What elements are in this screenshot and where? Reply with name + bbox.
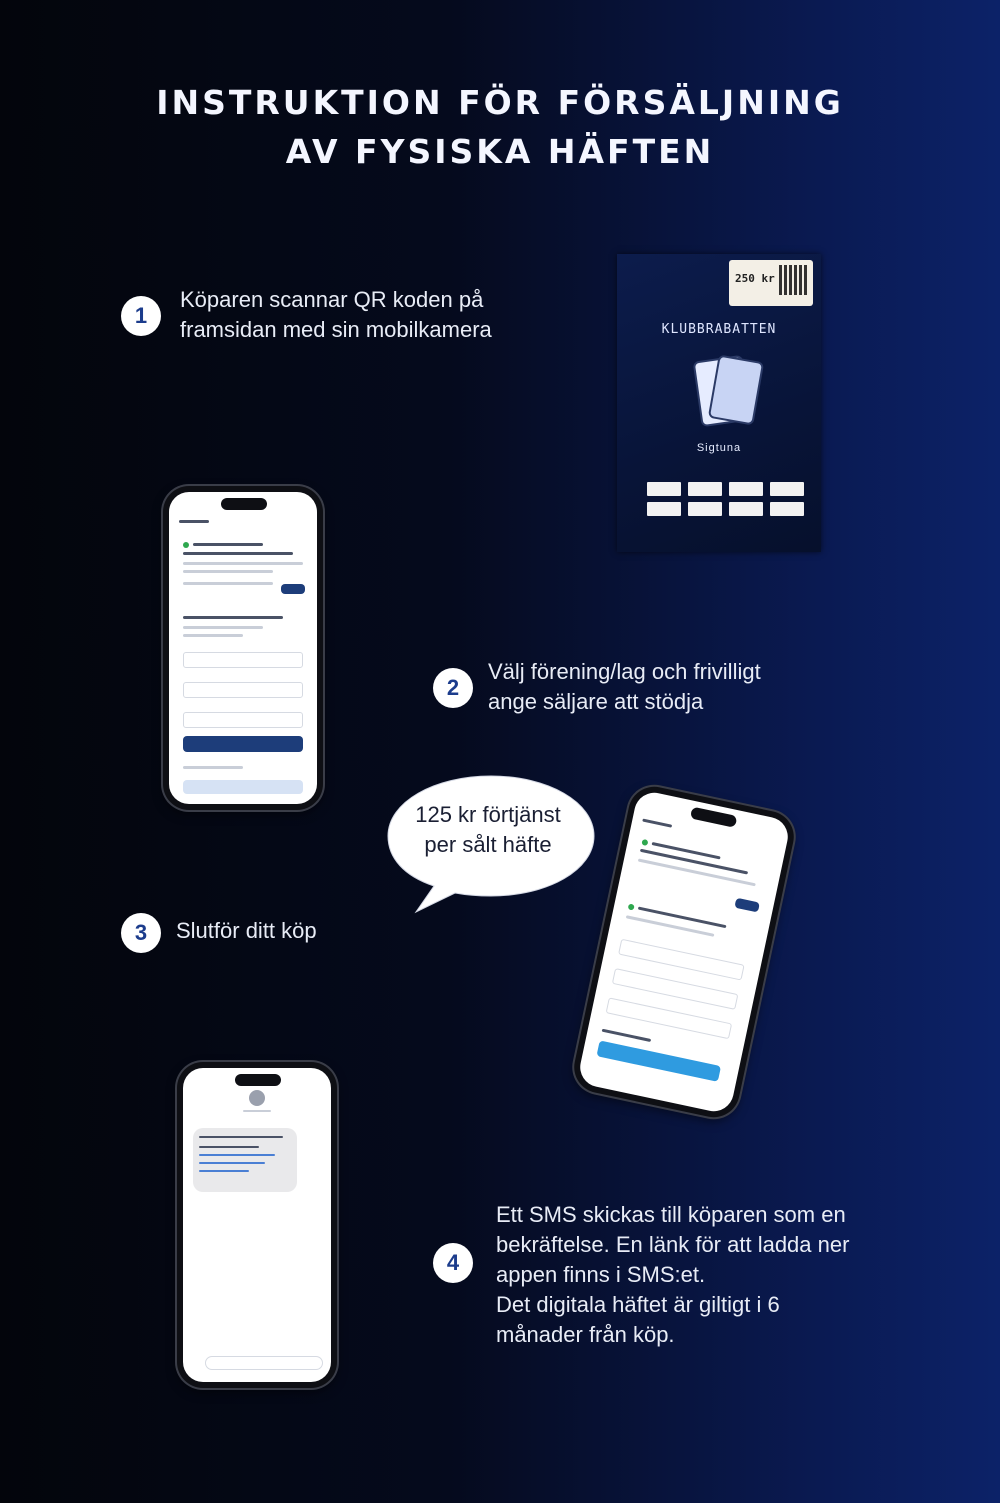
phone-screen — [183, 1068, 331, 1382]
mini-select-field — [183, 652, 303, 668]
dynamic-island — [221, 498, 267, 510]
title-line-1: INSTRUKTION FÖR FÖRSÄLJNING — [156, 83, 844, 122]
partner-logo — [688, 502, 722, 516]
step-4-number: 4 — [433, 1243, 473, 1283]
sms-message-bubble — [193, 1128, 297, 1192]
phone-screen — [577, 789, 792, 1115]
step-3-number: 3 — [121, 913, 161, 953]
partner-logos — [647, 482, 807, 516]
booklet-cover-image — [617, 254, 821, 552]
phone-screen — [169, 492, 317, 804]
dynamic-island — [235, 1074, 281, 1086]
partner-logo — [688, 482, 722, 496]
partner-logo — [647, 482, 681, 496]
mini-button — [734, 898, 760, 913]
step-1-text: Köparen scannar QR koden på framsidan med sin mobilkamera — [180, 287, 492, 342]
mini-select-field — [183, 682, 303, 698]
step-3-text: Slutför ditt köp — [176, 918, 317, 943]
phone-mockup-select-club — [163, 486, 323, 810]
step-2-number: 2 — [433, 668, 473, 708]
booklet-city: Sigtuna — [696, 442, 742, 454]
title-line-2: AV FYSISKA HÄFTEN — [285, 132, 715, 171]
phone-mockup-checkout — [569, 782, 798, 1122]
partner-logo — [770, 502, 804, 516]
bubble-text: 125 kr förtjänst per sålt häfte — [415, 802, 561, 857]
phone-mockup-sms — [177, 1062, 337, 1388]
mini-button — [183, 780, 303, 794]
step-1-number: 1 — [121, 296, 161, 336]
qr-code-icon — [779, 265, 809, 295]
mini-button — [183, 736, 303, 752]
status-dot-icon — [183, 542, 189, 548]
contact-avatar-icon — [249, 1090, 265, 1106]
message-input — [205, 1356, 323, 1370]
partner-logo — [729, 482, 763, 496]
partner-logo — [729, 502, 763, 516]
step-2-text: Välj förening/lag och frivilligt ange säljare att stödja — [488, 659, 761, 714]
mini-button — [596, 1040, 721, 1081]
mini-button — [281, 584, 305, 594]
status-dot-icon — [628, 903, 635, 910]
mini-select-field — [183, 712, 303, 728]
step-4-text: Ett SMS skickas till köparen som en bekräftelse. En länk för att ladda ner appen finns i SMS:et. Det digitala häftet är giltigt i 6 månader från köp. — [496, 1202, 850, 1347]
price-tag — [729, 260, 813, 306]
page-title — [0, 78, 1000, 176]
booklet-brand: KLUBBRABATTEN — [661, 322, 777, 337]
phone-illustration-icon — [708, 354, 764, 425]
booklet-price: 250 kr — [735, 272, 775, 285]
dynamic-island — [690, 807, 737, 828]
partner-logo — [770, 482, 804, 496]
partner-logo — [647, 502, 681, 516]
status-dot-icon — [641, 839, 648, 846]
